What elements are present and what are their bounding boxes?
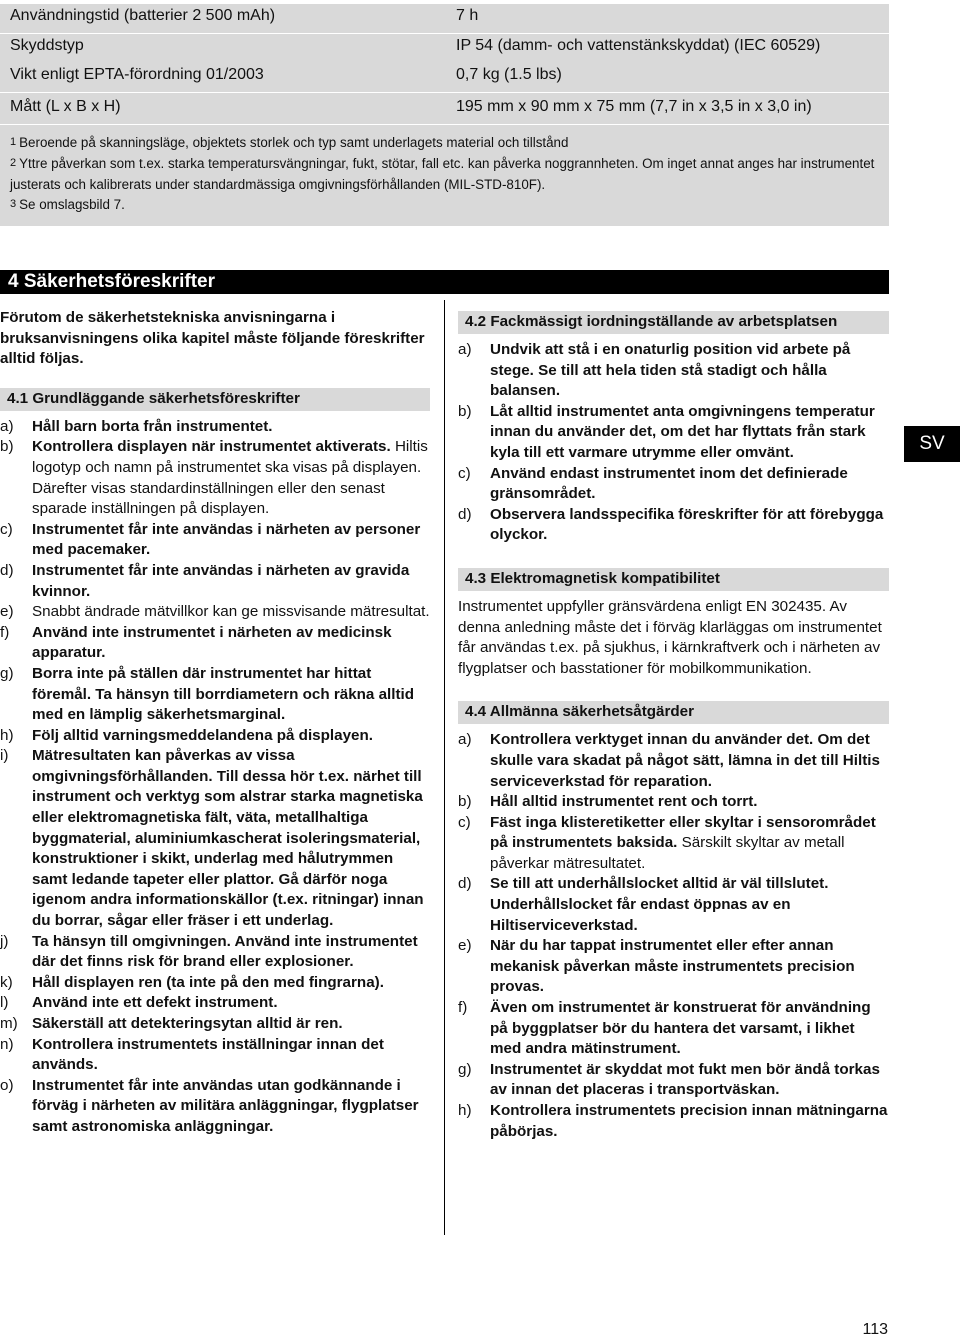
item-text xyxy=(490,402,889,464)
item-bold-text: Säkerställ att detekteringsytan alltid är ren. xyxy=(32,1015,343,1032)
item-bold-text: Fäst inga klisteretiketter eller skyltar i sensorområdet på instrumentets baksida. xyxy=(490,813,876,852)
item-text xyxy=(32,561,430,602)
item-normal-text: Särskilt skyltar av metall påverkar mätresultatet. xyxy=(490,834,845,872)
item-text xyxy=(32,746,430,931)
spec-label: Mått (L x B x H) xyxy=(10,98,121,115)
list-item xyxy=(458,505,889,546)
list-item xyxy=(458,874,889,936)
item-text xyxy=(490,340,889,402)
spec-row xyxy=(0,63,889,92)
subsection-title: 4.2 Fackmässigt iordningställande av arbetsplatsen xyxy=(458,311,889,334)
emc-text: Instrumentet uppfyller gränsvärdena enligt EN 302435. Av denna anledning måste det i förväg klarläggas om instrumentet får användas t.ex. på sjukhus, i kärnkraftverk och i närheten av flygplatser och basstationer för mobilkommunikation. xyxy=(458,597,882,677)
list-item xyxy=(458,1060,889,1101)
item-bold-text: Håll displayen ren (ta inte på den med fingrarna). xyxy=(32,973,384,991)
spec-value: IP 54 (damm- och vattenstänkskyddat) (IEC 60529) xyxy=(456,37,821,54)
item-bold-text: Undvik att stå i en onaturlig position vid arbete på stege. Se till att hela tiden stå stadigt och hålla balansen. xyxy=(490,341,851,400)
spec-row xyxy=(0,33,889,63)
spec-row xyxy=(0,4,889,33)
item-bold-text: Använd endast instrumentet inom det definierade gränsområdet. xyxy=(490,464,848,503)
item-text xyxy=(490,505,889,546)
list-item xyxy=(0,746,430,931)
list-item xyxy=(0,1076,430,1138)
item-letter: o) xyxy=(0,1076,14,1094)
item-bold-text: Använd inte instrumentet i närheten av medicinsk apparatur. xyxy=(32,623,392,662)
general-measures-list xyxy=(458,730,889,1142)
item-bold-text: Använd inte ett defekt instrument. xyxy=(32,994,278,1012)
list-item xyxy=(0,1014,430,1035)
item-letter: e) xyxy=(458,937,472,955)
item-letter: k) xyxy=(0,973,13,991)
item-bold-text: Observera landsspecifika föreskrifter för att förebygga olyckor. xyxy=(490,505,884,544)
item-letter: i) xyxy=(0,747,9,765)
list-item xyxy=(0,602,430,623)
footnote: $^1$ Beroende på skanningsläge, objektets storlek och typ samt underlagets material och tillstånd xyxy=(10,135,569,150)
item-letter: g) xyxy=(0,664,14,682)
item-letter: e) xyxy=(0,603,14,621)
list-item xyxy=(458,998,889,1060)
item-bold-text: Mätresultaten kan påverkas av vissa omgivningsförhållanden. Till dessa hör t.ex. närhet till instrument och verktyg som alstrar starka magnetiska eller elektromagnetiska fält, väta, metallhaltiga byggmaterial, aluminiumkascherat isoleringsmaterial, konstruktioner i skikt, underlag med hålutrymmen samt ledande tapeter eller plattor. Gå därför noga igenom andra informationskällor (t.ex. ritningar) innan du borrar, sågar eller fräser i ett underlag. xyxy=(32,747,424,930)
page-number: 113 xyxy=(862,1321,888,1338)
item-text xyxy=(490,813,889,875)
list-item xyxy=(0,520,430,561)
list-item xyxy=(0,437,430,519)
footnote: $^3$ Se omslagsbild 7. xyxy=(10,196,125,212)
item-bold-text: Instrumentet får inte användas i närheten av gravida kvinnor. xyxy=(32,561,410,600)
item-letter: n) xyxy=(0,1035,14,1053)
item-text xyxy=(490,464,889,505)
item-bold-text: Se till att underhållslocket alltid är väl tillslutet. Underhållslocket får endast öppnas av en Hiltiserviceverkstad. xyxy=(490,875,829,934)
item-letter: l) xyxy=(0,994,9,1012)
item-bold-text: Låt alltid instrumentet anta omgivningens temperatur innan du använder det, om det har flyttats från stark kyla till ett varmare utrymme eller omvänt. xyxy=(490,402,875,461)
workplace-list xyxy=(458,340,889,546)
item-letter: a) xyxy=(458,731,472,749)
list-item xyxy=(0,417,430,438)
item-letter: c) xyxy=(458,813,471,831)
list-item xyxy=(458,464,889,505)
item-text xyxy=(32,520,430,561)
spec-label: Skyddstyp xyxy=(10,37,84,54)
item-text xyxy=(490,998,889,1060)
safety-list xyxy=(0,417,430,1138)
item-letter: d) xyxy=(458,875,472,893)
list-item xyxy=(0,561,430,602)
item-letter: a) xyxy=(0,417,14,435)
spec-value: 0,7 kg (1.5 lbs) xyxy=(456,66,562,83)
item-text xyxy=(490,1101,889,1142)
item-bold-text: När du har tappat instrumentet eller efter annan mekanisk påverkan måste instrumentets precision provas. xyxy=(490,937,855,996)
item-bold-text: Håll barn borta från instrumentet. xyxy=(32,417,273,435)
item-text xyxy=(32,437,430,519)
item-text xyxy=(32,417,430,438)
list-item xyxy=(458,936,889,998)
item-letter: b) xyxy=(458,793,472,811)
item-bold-text: Även om instrumentet är konstruerat för användning på byggplatser bör du hantera det varsamt, i likhet med andra mätinstrument. xyxy=(490,999,871,1058)
item-text xyxy=(490,1060,889,1101)
item-text xyxy=(32,1035,430,1076)
list-item xyxy=(0,623,430,664)
item-letter: f) xyxy=(458,999,468,1017)
list-item xyxy=(0,932,430,973)
footnote: $^2$ Yttre påverkan som t.ex. starka temperatursvängningar, fukt, stötar, fall etc. kan påverka noggrannheten. Om inget annat anges har instrumentet justerats och kalibrerats under standardmässiga omgivningsförhållanden (MIL-STD-810F). xyxy=(10,156,875,193)
item-letter: h) xyxy=(0,726,14,744)
item-letter: f) xyxy=(0,623,10,641)
footnotes xyxy=(0,124,889,226)
spec-row xyxy=(0,92,889,124)
item-text xyxy=(490,730,889,792)
item-letter: m) xyxy=(0,1015,18,1032)
intro-text: Förutom de säkerhetstekniska anvisningarna i bruksanvisningens olika kapitel måste följande föreskrifter alltid följas. xyxy=(0,309,425,368)
item-bold-text: Ta hänsyn till omgivningen. Använd inte instrumentet där det finns risk för brand eller explosioner. xyxy=(32,932,418,971)
spec-label: Användningstid (batterier 2 500 mAh) xyxy=(10,7,276,24)
item-text xyxy=(32,993,430,1014)
item-letter: g) xyxy=(458,1060,472,1078)
item-bold-text: Instrumentet får inte användas utan godkännande i förväg i närheten av militära anläggningar, flygplatser samt astronomiska anläggningar. xyxy=(32,1076,419,1135)
spec-table xyxy=(0,4,889,226)
list-item xyxy=(458,792,889,813)
item-bold-text: Instrumentet är skyddat mot fukt men bör ändå torkas av innan det placeras i transportväskan. xyxy=(490,1060,880,1099)
list-item xyxy=(458,340,889,402)
list-item xyxy=(458,1101,889,1142)
section-heading: 4 Säkerhetsföreskrifter xyxy=(0,270,889,294)
spec-value: 7 h xyxy=(456,7,479,24)
item-letter: d) xyxy=(458,505,472,523)
item-text xyxy=(490,874,889,936)
item-text xyxy=(32,1076,430,1138)
item-letter: a) xyxy=(458,341,472,358)
item-bold-text: Kontrollera instrumentets precision innan mätningarna påbörjas. xyxy=(490,1102,888,1140)
subsection-title: 4.4 Allmänna säkerhetsåtgärder xyxy=(458,701,889,724)
item-text xyxy=(490,936,889,998)
list-item xyxy=(458,402,889,464)
list-item xyxy=(458,730,889,792)
item-letter: h) xyxy=(458,1102,472,1119)
item-letter: b) xyxy=(458,402,472,420)
item-text xyxy=(32,932,430,973)
item-letter: c) xyxy=(458,464,471,482)
list-item xyxy=(0,726,430,747)
item-normal-text: Snabbt ändrade mätvillkor kan ge missvisande mätresultat. xyxy=(32,603,430,621)
item-text xyxy=(32,1014,430,1035)
item-bold-text: Borra inte på ställen där instrumentet har hittat föremål. Ta hänsyn till borrdiametern och räkna alltid med en lämplig säkerhetsmarginal. xyxy=(32,664,415,724)
item-text xyxy=(32,726,430,747)
subsection-title: 4.3 Elektromagnetisk kompatibilitet xyxy=(458,568,889,591)
spec-label: Vikt enligt EPTA-förordning 01/2003 xyxy=(10,66,264,83)
item-bold-text: Kontrollera displayen när instrumentet aktiverats. xyxy=(32,438,391,456)
item-text xyxy=(490,792,889,813)
item-text xyxy=(32,623,430,664)
item-bold-text: Följ alltid varningsmeddelandena på displayen. xyxy=(32,726,373,744)
list-item xyxy=(0,993,430,1014)
item-normal-text: Hiltis logotyp och namn på instrumentet ska visas på displayen. Därefter visas standardinställningen eller den senast sparade inställningen på displayen. xyxy=(32,438,428,518)
left-column xyxy=(0,308,430,1138)
language-tab: SV xyxy=(904,426,960,462)
spec-value: 195 mm x 90 mm x 75 mm (7,7 in x 3,5 in x 3,0 in) xyxy=(456,98,812,115)
item-text xyxy=(32,602,430,623)
item-letter: c) xyxy=(0,520,13,538)
list-item xyxy=(0,973,430,994)
item-bold-text: Kontrollera instrumentets inställningar innan det används. xyxy=(32,1035,384,1074)
list-item xyxy=(0,664,430,726)
right-column xyxy=(458,311,889,1142)
column-divider xyxy=(444,300,445,1235)
list-item xyxy=(458,813,889,875)
item-text xyxy=(32,973,430,994)
item-bold-text: Håll alltid instrumentet rent och torrt. xyxy=(490,793,758,811)
item-bold-text: Kontrollera verktyget innan du använder det. Om det skulle vara skadat på något sätt, lämna in det till Hiltis serviceverkstad för reparation. xyxy=(490,731,880,790)
item-letter: b) xyxy=(0,438,14,456)
item-letter: j) xyxy=(0,932,9,950)
item-letter: d) xyxy=(0,561,14,579)
item-bold-text: Instrumentet får inte användas i närheten av personer med pacemaker. xyxy=(32,520,421,559)
list-item xyxy=(0,1035,430,1076)
item-text xyxy=(32,664,430,726)
subsection-title: 4.1 Grundläggande säkerhetsföreskrifter xyxy=(0,388,430,411)
